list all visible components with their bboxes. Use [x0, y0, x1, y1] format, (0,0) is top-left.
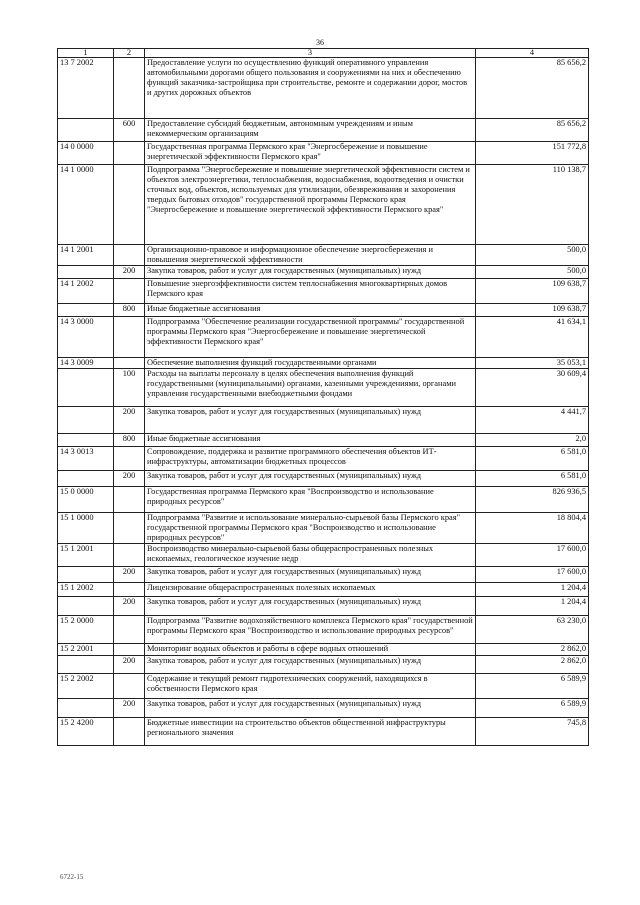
row-code	[58, 597, 114, 616]
column-header-1: 1	[58, 49, 114, 58]
table-row	[58, 434, 589, 447]
row-code: 14 1 2001	[58, 245, 114, 266]
row-name: Воспроизводство минерально-сырьевой базы общераспространенных полезных ископаемых, геологическое изучение недр	[145, 544, 476, 567]
row-name: Подпрограмма "Развитие и использование минерально-сырьевой базы Пермского края" государственной программы Пермского края "Воспроизводство и использование природных ресурсов"	[145, 513, 476, 544]
row-name: Подпрограмма "Энергосбережение и повышение энергетической эффективности систем и объектов электроэнергетики, теплоснабжения, водоснабжения, водоотведения и очистки сточных вод, объектов, используемых для утилизации, обезвреживания и захоронения твердых бытовых отходов" государственной программы Пермского края "Энергосбережение и повышение энергетической эффективности Пермского края"	[145, 165, 476, 245]
row-expense-type	[114, 487, 145, 513]
table-row	[58, 407, 589, 434]
row-name: Подпрограмма "Обеспечение реализации государственной программы" государственной программы Пермского края "Энергосбережение и повышение энергетической эффективности Пермского края"	[145, 317, 476, 358]
table-row	[58, 119, 589, 142]
row-amount: 745,8	[476, 718, 589, 746]
row-expense-type: 200	[114, 407, 145, 434]
row-expense-type: 200	[114, 597, 145, 616]
row-amount: 6 589,9	[476, 674, 589, 699]
row-expense-type	[114, 447, 145, 471]
row-code: 14 3 0009	[58, 358, 114, 369]
table-row	[58, 583, 589, 597]
row-name: Предоставление субсидий бюджетным, автономным учреждениям и иным некоммерческим организациям	[145, 119, 476, 142]
budget-table	[57, 48, 589, 746]
table-row	[58, 544, 589, 567]
table-row	[58, 567, 589, 583]
table-row	[58, 616, 589, 644]
table-row	[58, 674, 589, 699]
row-expense-type	[114, 142, 145, 165]
row-expense-type	[114, 245, 145, 266]
row-name: Организационно-правовое и информационное обеспечение энергосбережения и повышения энергетической эффективности	[145, 245, 476, 266]
row-amount: 826 936,5	[476, 487, 589, 513]
row-amount: 17 600,0	[476, 544, 589, 567]
row-amount: 151 772,8	[476, 142, 589, 165]
row-code: 15 0 0000	[58, 487, 114, 513]
row-name: Государственная программа Пермского края "Энергосбережение и повышение энергетической эффективности Пермского края"	[145, 142, 476, 165]
row-name: Подпрограмма "Развитие водохозяйственного комплекса Пермского края" государственной программы Пермского края "Воспроизводство и использование природных ресурсов"	[145, 616, 476, 644]
column-header-2: 2	[114, 49, 145, 58]
table-row	[58, 165, 589, 245]
row-expense-type	[114, 513, 145, 544]
table-body	[58, 58, 589, 746]
row-amount: 2 862,0	[476, 656, 589, 674]
row-expense-type	[114, 544, 145, 567]
table-row	[58, 656, 589, 674]
row-expense-type	[114, 583, 145, 597]
row-expense-type	[114, 165, 145, 245]
row-name: Бюджетные инвестиции на строительство объектов общественной инфраструктуры регионального значения	[145, 718, 476, 746]
row-amount: 6 589,9	[476, 699, 589, 718]
row-amount: 4 441,7	[476, 407, 589, 434]
row-name: Закупка товаров, работ и услуг для государственных (муниципальных) нужд	[145, 266, 476, 279]
row-code: 14 3 0013	[58, 447, 114, 471]
table-row	[58, 358, 589, 369]
table-header-row	[58, 49, 589, 58]
row-amount: 109 638,7	[476, 279, 589, 304]
row-name: Расходы на выплаты персоналу в целях обеспечения выполнения функций государственными (муниципальными) органами, казенными учреждениями, органами управления государственными внебюджетными фондами	[145, 369, 476, 407]
row-code	[58, 407, 114, 434]
row-expense-type	[114, 279, 145, 304]
row-expense-type	[114, 58, 145, 119]
table-row	[58, 513, 589, 544]
row-code: 14 0 0000	[58, 142, 114, 165]
row-amount: 110 138,7	[476, 165, 589, 245]
table-row	[58, 58, 589, 119]
row-code: 15 1 0000	[58, 513, 114, 544]
row-code: 14 1 2002	[58, 279, 114, 304]
row-amount: 85 656,2	[476, 119, 589, 142]
table-row	[58, 142, 589, 165]
row-expense-type: 600	[114, 119, 145, 142]
table-row	[58, 304, 589, 317]
row-code	[58, 369, 114, 407]
row-name: Повышение энергоэффективности систем теплоснабжения многоквартирных домов Пермского края	[145, 279, 476, 304]
row-amount: 35 053,1	[476, 358, 589, 369]
row-code: 14 1 0000	[58, 165, 114, 245]
table-row	[58, 447, 589, 471]
row-code: 15 2 2001	[58, 644, 114, 656]
row-name: Сопровождение, поддержка и развитие программного обеспечения объектов ИТ-инфраструктуры, автоматизации бюджетных процессов	[145, 447, 476, 471]
row-code: 15 1 2002	[58, 583, 114, 597]
row-name: Закупка товаров, работ и услуг для государственных (муниципальных) нужд	[145, 567, 476, 583]
row-name: Мониторинг водных объектов и работы в сфере водных отношений	[145, 644, 476, 656]
footer-code: 6722-15	[60, 873, 84, 881]
column-header-4: 4	[476, 49, 589, 58]
row-code	[58, 304, 114, 317]
row-code	[58, 119, 114, 142]
row-code: 15 2 2002	[58, 674, 114, 699]
row-name: Государственная программа Пермского края "Воспроизводство и использование природных ресурсов"	[145, 487, 476, 513]
row-amount: 63 230,0	[476, 616, 589, 644]
row-name: Закупка товаров, работ и услуг для государственных (муниципальных) нужд	[145, 597, 476, 616]
row-expense-type: 200	[114, 656, 145, 674]
row-code: 15 2 0000	[58, 616, 114, 644]
row-expense-type: 200	[114, 266, 145, 279]
table-row	[58, 644, 589, 656]
row-code: 15 2 4200	[58, 718, 114, 746]
row-amount: 109 638,7	[476, 304, 589, 317]
row-amount: 6 581,0	[476, 447, 589, 471]
row-amount: 1 204,4	[476, 597, 589, 616]
row-code	[58, 699, 114, 718]
row-amount: 2 862,0	[476, 644, 589, 656]
row-code	[58, 656, 114, 674]
row-name: Закупка товаров, работ и услуг для государственных (муниципальных) нужд	[145, 656, 476, 674]
row-name: Содержание и текущий ремонт гидротехнических сооружений, находящихся в собственности Пермского края	[145, 674, 476, 699]
row-expense-type: 100	[114, 369, 145, 407]
row-expense-type: 800	[114, 434, 145, 447]
row-expense-type: 200	[114, 471, 145, 487]
row-name: Обеспечение выполнения функций государственными органами	[145, 358, 476, 369]
row-expense-type	[114, 644, 145, 656]
table-row	[58, 266, 589, 279]
row-name: Закупка товаров, работ и услуг для государственных (муниципальных) нужд	[145, 471, 476, 487]
table-row	[58, 279, 589, 304]
row-expense-type	[114, 718, 145, 746]
table-row	[58, 369, 589, 407]
row-expense-type	[114, 317, 145, 358]
row-amount: 500,0	[476, 245, 589, 266]
row-amount: 1 204,4	[476, 583, 589, 597]
row-code	[58, 266, 114, 279]
row-amount: 18 804,4	[476, 513, 589, 544]
row-name: Лицензирование общераспространенных полезных ископаемых	[145, 583, 476, 597]
row-expense-type: 800	[114, 304, 145, 317]
page-number: 36	[316, 38, 324, 47]
row-amount: 500,0	[476, 266, 589, 279]
table-row	[58, 718, 589, 746]
row-code	[58, 471, 114, 487]
row-code: 15 1 2001	[58, 544, 114, 567]
table-row	[58, 245, 589, 266]
row-expense-type: 200	[114, 699, 145, 718]
row-amount: 2,0	[476, 434, 589, 447]
row-code: 14 3 0000	[58, 317, 114, 358]
row-code	[58, 434, 114, 447]
row-code	[58, 567, 114, 583]
row-expense-type	[114, 358, 145, 369]
table-row	[58, 317, 589, 358]
row-name: Закупка товаров, работ и услуг для государственных (муниципальных) нужд	[145, 699, 476, 718]
table-row	[58, 487, 589, 513]
row-amount: 17 600,0	[476, 567, 589, 583]
row-amount: 6 581,0	[476, 471, 589, 487]
row-expense-type	[114, 616, 145, 644]
row-amount: 85 656,2	[476, 58, 589, 119]
row-name: Закупка товаров, работ и услуг для государственных (муниципальных) нужд	[145, 407, 476, 434]
row-name: Иные бюджетные ассигнования	[145, 434, 476, 447]
row-expense-type: 200	[114, 567, 145, 583]
row-amount: 41 634,1	[476, 317, 589, 358]
table-row	[58, 471, 589, 487]
row-name: Иные бюджетные ассигнования	[145, 304, 476, 317]
row-expense-type	[114, 674, 145, 699]
row-name: Предоставление услуги по осуществлению функций оперативного управления автомобильными дорогами общего пользования и сооружениями на них и обеспечению функций заказчика-застройщика при строительстве, ремонте и содержании дорог, мостов и других дорожных объектов	[145, 58, 476, 119]
row-code: 13 7 2002	[58, 58, 114, 119]
column-header-3: 3	[145, 49, 476, 58]
table-row	[58, 597, 589, 616]
table-row	[58, 699, 589, 718]
row-amount: 30 609,4	[476, 369, 589, 407]
